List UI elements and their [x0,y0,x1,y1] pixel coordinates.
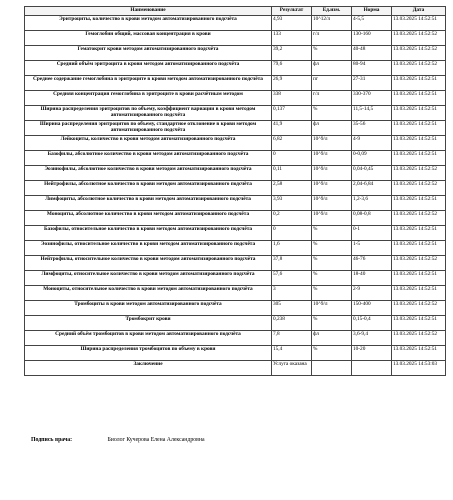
unit-cell: 10^9/л [312,196,352,211]
analysis-name-cell: Базофилы, относительное количество в крови методом автоматизированного подсчёта [25,226,272,241]
analysis-name-cell: Базофилы, абсолютное количество в крови методом автоматизированного подсчёта [25,151,272,166]
result-cell: 37,8 [272,256,312,271]
date-cell: 13.03.2025 14:52:51 [392,346,446,361]
result-cell: 79,6 [272,61,312,76]
table-row [25,346,446,361]
table-row [25,151,446,166]
result-cell: 0,2 [272,211,312,226]
norm-cell: 0,08-0,8 [352,211,392,226]
analysis-name-cell: Ширина распределения эритроцитов по объему, стандартное отклонение в крови методом автоматизированного подсчёта [25,121,272,136]
analysis-name-cell: Средний объём тромбоцитов в крови методом автоматизированного подсчёта [25,331,272,346]
norm-cell: 330-370 [352,91,392,106]
header-norm: Норма [352,7,392,16]
unit-cell: фл [312,61,352,76]
table-row [25,76,446,91]
date-cell: 13.03.2025 14:52:52 [392,46,446,61]
norm-cell: 11,5-14,5 [352,106,392,121]
unit-cell: фл [312,331,352,346]
unit-cell: 10^9/л [312,151,352,166]
analysis-name-cell: Лейкоциты, количество в крови методом автоматизированного подсчёта [25,136,272,151]
analysis-name-cell: Лимфоциты, абсолютное количество в крови методом автоматизированного подсчёта [25,196,272,211]
unit-cell: 10^9/л [312,301,352,316]
unit-cell: 10^9/л [312,136,352,151]
result-cell: 2,58 [272,181,312,196]
date-cell: 13.03.2025 14:52:52 [392,61,446,76]
date-cell: 13.03.2025 14:52:52 [392,181,446,196]
norm-cell [352,361,392,376]
norm-cell: 4-5,5 [352,16,392,31]
result-cell: 133 [272,31,312,46]
table-row [25,301,446,316]
norm-cell: 10-20 [352,346,392,361]
table-row [25,271,446,286]
table-row [25,256,446,271]
date-cell: 13.03.2025 14:52:51 [392,76,446,91]
norm-cell: 80-94 [352,61,392,76]
norm-cell: 1,2-3,6 [352,196,392,211]
date-cell: 13.03.2025 14:52:51 [392,136,446,151]
unit-cell: 10^9/л [312,181,352,196]
result-cell: 6,82 [272,136,312,151]
table-row [25,136,446,151]
date-cell: 13.03.2025 14:52:51 [392,226,446,241]
analysis-name-cell: Тромбоциты в крови методом автоматизированного подсчёта [25,301,272,316]
signature-block [31,437,205,443]
unit-cell: г/л [312,91,352,106]
analysis-name-cell: Нейтрофилы, абсолютное количество в крови методом автоматизированного подсчёта [25,181,272,196]
analysis-name-cell: Средний объём эритроцита в крови методом автоматизированного подсчёта [25,61,272,76]
unit-cell: 10^9/л [312,166,352,181]
result-cell: 3,93 [272,196,312,211]
date-cell: 13.03.2025 14:52:52 [392,211,446,226]
analysis-name-cell: Гематокрит крови методом автоматизированного подсчёта [25,46,272,61]
analysis-name-cell: Лимфоциты, относительное количество в крови методом автоматизированного подсчёта [25,271,272,286]
signature-label: Подпись врача: [31,437,73,443]
table-row [25,46,446,61]
date-cell: 13.03.2025 14:52:51 [392,121,446,136]
date-cell: 13.03.2025 14:52:52 [392,166,446,181]
result-cell: 0,11 [272,166,312,181]
date-cell: 13.03.2025 14:53:03 [392,361,446,376]
norm-cell: 130-160 [352,31,392,46]
table-row [25,331,446,346]
analysis-name-cell: Моноциты, абсолютное количество в крови методом автоматизированного подсчёта [25,211,272,226]
result-cell: 15,4 [272,346,312,361]
norm-cell: 3,6-9,4 [352,331,392,346]
table-body [25,16,446,376]
unit-cell: 10^12/л [312,16,352,31]
norm-cell: 35-56 [352,121,392,136]
date-cell: 13.03.2025 14:52:51 [392,91,446,106]
unit-cell: % [312,271,352,286]
table-row [25,61,446,76]
unit-cell: % [312,226,352,241]
table-row [25,121,446,136]
result-cell: 4,93 [272,16,312,31]
analysis-name-cell: Заключение [25,361,272,376]
date-cell: 13.03.2025 14:52:51 [392,106,446,121]
table-row [25,106,446,121]
norm-cell: 18-40 [352,271,392,286]
table-row [25,286,446,301]
date-cell: 13.03.2025 14:52:52 [392,256,446,271]
date-cell: 13.03.2025 14:52:51 [392,241,446,256]
date-cell: 13.03.2025 14:52:51 [392,151,446,166]
norm-cell: 46-76 [352,256,392,271]
analysis-name-cell: Тромбокрит крови [25,316,272,331]
date-cell: 13.03.2025 14:52:52 [392,301,446,316]
norm-cell: 2,04-6,84 [352,181,392,196]
table-row [25,166,446,181]
norm-cell: 0,15-0,4 [352,316,392,331]
table-row [25,361,446,376]
result-cell: 305 [272,301,312,316]
unit-cell: 10^9/л [312,211,352,226]
analysis-name-cell: Средняя концентрация гемоглобина в эритроците в крови расчётным методом [25,91,272,106]
date-cell: 13.03.2025 14:52:52 [392,31,446,46]
result-cell: 57,6 [272,271,312,286]
analysis-name-cell: Эритроциты, количество в крови методом автоматизированного подсчёта [25,16,272,31]
result-cell: 41,9 [272,121,312,136]
date-cell: 13.03.2025 14:52:51 [392,271,446,286]
result-cell: Услуга оказана [272,361,312,376]
unit-cell: % [312,241,352,256]
norm-cell: 150-400 [352,301,392,316]
unit-cell: фл [312,121,352,136]
analysis-name-cell: Среднее содержание гемоглобина в эритроците в крови методом автоматизированного подсчёта [25,76,272,91]
unit-cell [312,361,352,376]
analysis-name-cell: Моноциты, относительное количество в крови методом автоматизированного подсчёта [25,286,272,301]
analysis-name-cell: Ширина распределения эритроцитов по объему, коэффициент вариации в крови методом автоматизированного подсчёта [25,106,272,121]
unit-cell: % [312,106,352,121]
header-date: Дата [392,7,446,16]
table-row [25,91,446,106]
result-cell: 0 [272,151,312,166]
result-cell: 3 [272,286,312,301]
norm-cell: 2-9 [352,286,392,301]
date-cell: 13.03.2025 14:52:51 [392,196,446,211]
norm-cell: 0,04-0,45 [352,166,392,181]
header-name: Наименование [25,7,272,16]
norm-cell: 0-0,09 [352,151,392,166]
analysis-name-cell: Ширина распределения тромбоцитов по объему в крови [25,346,272,361]
unit-cell: % [312,286,352,301]
table-row [25,31,446,46]
norm-cell: 40-48 [352,46,392,61]
norm-cell: 4-9 [352,136,392,151]
table-row [25,316,446,331]
unit-cell: % [312,316,352,331]
header-unit: Ед.изм. [312,7,352,16]
unit-cell: % [312,46,352,61]
analysis-name-cell: Нейтрофилы, относительное количество в крови методом автоматизированного подсчёта [25,256,272,271]
unit-cell: % [312,346,352,361]
results-table [24,6,446,376]
date-cell: 13.03.2025 14:52:51 [392,316,446,331]
result-cell: 26,9 [272,76,312,91]
doctor-name: Биолог Кучерова Елена Александровна [107,437,205,443]
result-cell: 1,6 [272,241,312,256]
table-header-row [25,7,446,16]
date-cell: 13.03.2025 14:52:51 [392,16,446,31]
norm-cell: 27-31 [352,76,392,91]
unit-cell: г/л [312,31,352,46]
analysis-name-cell: Эозинофилы, абсолютное количество в крови методом автоматизированного подсчёта [25,166,272,181]
result-cell: 0,137 [272,106,312,121]
result-cell: 338 [272,91,312,106]
result-cell: 39,2 [272,46,312,61]
table-row [25,196,446,211]
date-cell: 13.03.2025 14:52:52 [392,331,446,346]
norm-cell: 1-5 [352,241,392,256]
table-row [25,241,446,256]
header-result: Результат [272,7,312,16]
analysis-name-cell: Гемоглобин общий, массовая концентрация в крови [25,31,272,46]
table-row [25,226,446,241]
date-cell: 13.03.2025 14:52:51 [392,286,446,301]
table-row [25,211,446,226]
unit-cell: пг [312,76,352,91]
result-cell: 0,238 [272,316,312,331]
unit-cell: % [312,256,352,271]
result-cell: 7,8 [272,331,312,346]
analysis-name-cell: Эозинофилы, относительное количество в крови методом автоматизированного подсчёта [25,241,272,256]
table-row [25,181,446,196]
result-cell: 0 [272,226,312,241]
table-row [25,16,446,31]
norm-cell: 0-1 [352,226,392,241]
